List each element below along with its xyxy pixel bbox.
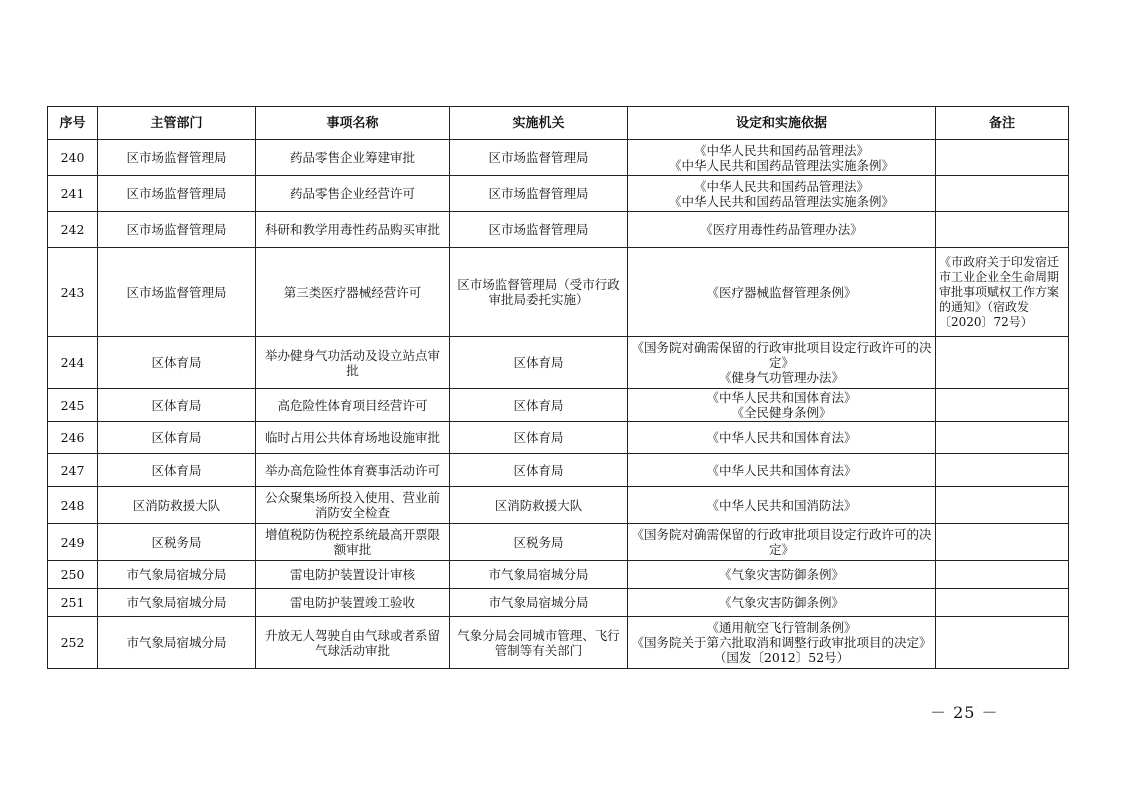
cell-seq: 241 bbox=[48, 176, 98, 212]
cell-remark bbox=[936, 524, 1069, 561]
cell-agency: 区市场监督管理局 bbox=[450, 212, 628, 248]
cell-seq: 252 bbox=[48, 617, 98, 669]
cell-item: 第三类医疗器械经营许可 bbox=[256, 248, 450, 337]
cell-dept: 区体育局 bbox=[98, 422, 256, 454]
cell-dept: 区市场监督管理局 bbox=[98, 212, 256, 248]
cell-seq: 243 bbox=[48, 248, 98, 337]
cell-agency: 区消防救援大队 bbox=[450, 487, 628, 524]
cell-agency: 区体育局 bbox=[450, 337, 628, 389]
cell-item: 增值税防伪税控系统最高开票限额审批 bbox=[256, 524, 450, 561]
cell-agency: 区体育局 bbox=[450, 389, 628, 422]
cell-seq: 247 bbox=[48, 454, 98, 487]
cell-item: 药品零售企业筹建审批 bbox=[256, 140, 450, 176]
cell-remark: 《市政府关于印发宿迁市工业企业全生命周期审批事项赋权工作方案的通知》（宿政发〔2020〕72号） bbox=[936, 248, 1069, 337]
header-remark: 备注 bbox=[936, 107, 1069, 140]
cell-agency: 区体育局 bbox=[450, 422, 628, 454]
cell-seq: 248 bbox=[48, 487, 98, 524]
cell-basis: 《国务院对确需保留的行政审批项目设定行政许可的决定》 bbox=[628, 524, 936, 561]
cell-agency: 区市场监督管理局（受市行政审批局委托实施） bbox=[450, 248, 628, 337]
cell-item: 升放无人驾驶自由气球或者系留气球活动审批 bbox=[256, 617, 450, 669]
cell-item: 雷电防护装置竣工验收 bbox=[256, 589, 450, 617]
table-body bbox=[48, 140, 1069, 669]
cell-dept: 市气象局宿城分局 bbox=[98, 589, 256, 617]
cell-agency: 区市场监督管理局 bbox=[450, 140, 628, 176]
table-row bbox=[48, 524, 1069, 561]
cell-basis: 《国务院对确需保留的行政审批项目设定行政许可的决定》 《健身气功管理办法》 bbox=[628, 337, 936, 389]
cell-dept: 区市场监督管理局 bbox=[98, 248, 256, 337]
table-row bbox=[48, 248, 1069, 337]
cell-agency: 区税务局 bbox=[450, 524, 628, 561]
cell-seq: 240 bbox=[48, 140, 98, 176]
header-agency: 实施机关 bbox=[450, 107, 628, 140]
cell-remark bbox=[936, 140, 1069, 176]
cell-dept: 区消防救援大队 bbox=[98, 487, 256, 524]
cell-seq: 244 bbox=[48, 337, 98, 389]
table-row bbox=[48, 617, 1069, 669]
approval-items-table bbox=[47, 106, 1069, 669]
table-row bbox=[48, 176, 1069, 212]
header-basis: 设定和实施依据 bbox=[628, 107, 936, 140]
cell-basis: 《中华人民共和国体育法》 bbox=[628, 454, 936, 487]
cell-remark bbox=[936, 422, 1069, 454]
cell-basis: 《中华人民共和国药品管理法》 《中华人民共和国药品管理法实施条例》 bbox=[628, 176, 936, 212]
cell-dept: 区市场监督管理局 bbox=[98, 176, 256, 212]
table-row bbox=[48, 561, 1069, 589]
cell-remark bbox=[936, 176, 1069, 212]
cell-agency: 气象分局会同城市管理、飞行管制等有关部门 bbox=[450, 617, 628, 669]
cell-dept: 区体育局 bbox=[98, 454, 256, 487]
cell-remark bbox=[936, 487, 1069, 524]
cell-basis: 《中华人民共和国体育法》 《全民健身条例》 bbox=[628, 389, 936, 422]
cell-item: 高危险性体育项目经营许可 bbox=[256, 389, 450, 422]
table-row bbox=[48, 140, 1069, 176]
cell-remark bbox=[936, 454, 1069, 487]
cell-remark bbox=[936, 589, 1069, 617]
cell-dept: 区市场监督管理局 bbox=[98, 140, 256, 176]
table-row bbox=[48, 212, 1069, 248]
cell-seq: 242 bbox=[48, 212, 98, 248]
cell-basis: 《通用航空飞行管制条例》 《国务院关于第六批取消和调整行政审批项目的决定》（国发〔2012〕52号） bbox=[628, 617, 936, 669]
cell-remark bbox=[936, 212, 1069, 248]
cell-basis: 《气象灾害防御条例》 bbox=[628, 589, 936, 617]
page-number: － 25 － bbox=[930, 703, 999, 722]
cell-basis: 《气象灾害防御条例》 bbox=[628, 561, 936, 589]
cell-basis: 《中华人民共和国体育法》 bbox=[628, 422, 936, 454]
cell-dept: 市气象局宿城分局 bbox=[98, 561, 256, 589]
table-row bbox=[48, 337, 1069, 389]
cell-item: 雷电防护装置设计审核 bbox=[256, 561, 450, 589]
cell-item: 药品零售企业经营许可 bbox=[256, 176, 450, 212]
cell-basis: 《医疗用毒性药品管理办法》 bbox=[628, 212, 936, 248]
cell-agency: 市气象局宿城分局 bbox=[450, 589, 628, 617]
cell-item: 临时占用公共体育场地设施审批 bbox=[256, 422, 450, 454]
cell-item: 举办高危险性体育赛事活动许可 bbox=[256, 454, 450, 487]
cell-basis: 《医疗器械监督管理条例》 bbox=[628, 248, 936, 337]
cell-seq: 249 bbox=[48, 524, 98, 561]
cell-item: 举办健身气功活动及设立站点审批 bbox=[256, 337, 450, 389]
table-row bbox=[48, 454, 1069, 487]
header-dept: 主管部门 bbox=[98, 107, 256, 140]
cell-dept: 区税务局 bbox=[98, 524, 256, 561]
table-row bbox=[48, 422, 1069, 454]
cell-basis: 《中华人民共和国消防法》 bbox=[628, 487, 936, 524]
cell-remark bbox=[936, 389, 1069, 422]
cell-agency: 区市场监督管理局 bbox=[450, 176, 628, 212]
header-item: 事项名称 bbox=[256, 107, 450, 140]
table-row bbox=[48, 389, 1069, 422]
cell-item: 公众聚集场所投入使用、营业前消防安全检查 bbox=[256, 487, 450, 524]
cell-basis: 《中华人民共和国药品管理法》 《中华人民共和国药品管理法实施条例》 bbox=[628, 140, 936, 176]
table-row bbox=[48, 487, 1069, 524]
cell-remark bbox=[936, 561, 1069, 589]
cell-remark bbox=[936, 617, 1069, 669]
cell-seq: 245 bbox=[48, 389, 98, 422]
cell-seq: 251 bbox=[48, 589, 98, 617]
cell-agency: 市气象局宿城分局 bbox=[450, 561, 628, 589]
cell-remark bbox=[936, 337, 1069, 389]
table-header-row bbox=[48, 107, 1069, 140]
cell-dept: 市气象局宿城分局 bbox=[98, 617, 256, 669]
cell-seq: 246 bbox=[48, 422, 98, 454]
cell-seq: 250 bbox=[48, 561, 98, 589]
cell-dept: 区体育局 bbox=[98, 389, 256, 422]
header-seq: 序号 bbox=[48, 107, 98, 140]
cell-item: 科研和教学用毒性药品购买审批 bbox=[256, 212, 450, 248]
cell-dept: 区体育局 bbox=[98, 337, 256, 389]
table-row bbox=[48, 589, 1069, 617]
cell-agency: 区体育局 bbox=[450, 454, 628, 487]
